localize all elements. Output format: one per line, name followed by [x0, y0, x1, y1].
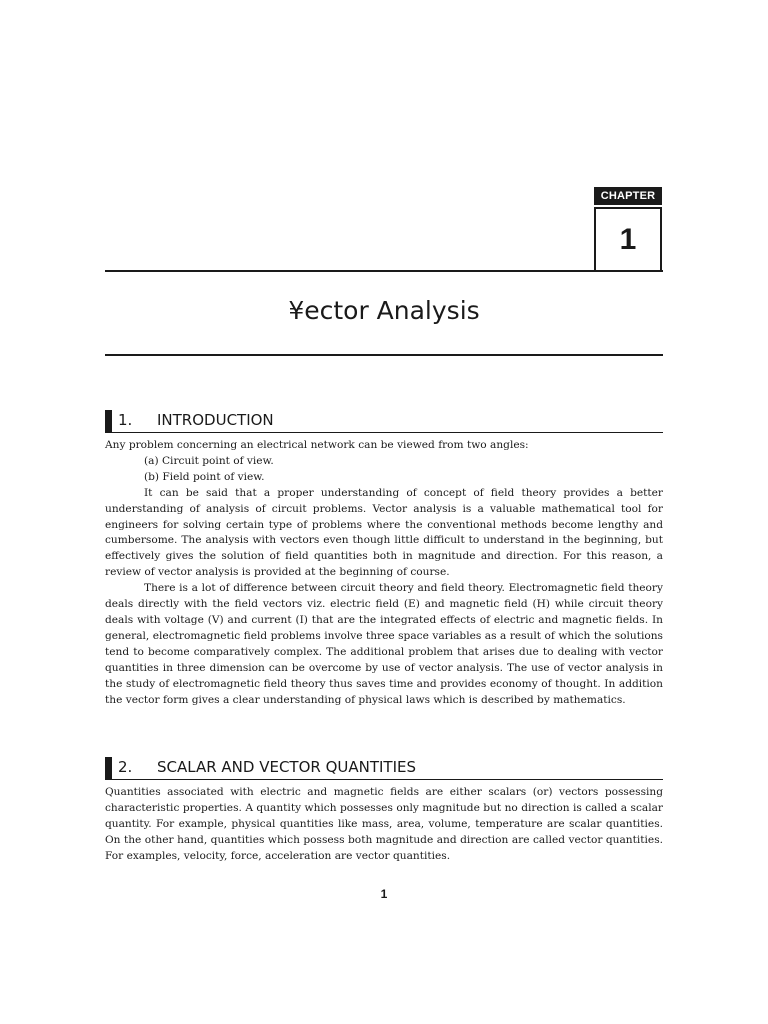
section-heading-introduction [105, 410, 663, 433]
section-number: 1. [118, 411, 133, 429]
section-body-introduction [105, 438, 663, 708]
section-title: INTRODUCTION [157, 411, 274, 429]
page-number: 1 [380, 887, 388, 901]
paragraph: There is a lot of difference between circuit theory and field theory. Electromagnetic field theory deals directly with the field vectors viz. electric field (E) and magnetic field (H) while circuit theory deals with voltage (V) and current (I) that are the integrated effects of electric and magnetic fields. In general, electromagnetic field problems involve three space variables as a result of which the solutions tend to become comparatively complex. The additional problem that arises due to dealing with vector quantities in three dimension can be overcome by use of vector analysis. The use of vector analysis in the study of electromagnetic field theory thus saves time and provides economy of thought. In addition the vector form gives a clear understanding of physical laws which is described by mathematics. [105, 582, 663, 706]
list-item: (a) Circuit point of view. [144, 454, 274, 467]
title-rule-top [105, 270, 663, 272]
section-heading-scalar-vector [105, 757, 663, 780]
chapter-number: 1 [594, 207, 662, 272]
section-number: 2. [118, 758, 133, 776]
section-marker [105, 410, 112, 432]
section-body-scalar-vector [105, 785, 663, 865]
paragraph: Any problem concerning an electrical network can be viewed from two angles: [105, 439, 529, 451]
section-marker [105, 757, 112, 779]
paragraph: It can be said that a proper understanding of concept of field theory provides a better understanding of analysis of circuit problems. Vector analysis is a valuable mathematical tool for engineers for solving certain type of problems where the conventional methods become lengthy and cumbersome. The analysis with vectors even though little difficult to understand in the beginning, but effectively gives the solution of field quantities both in magnitude and direction. For this reason, a review of vector analysis is provided at the beginning of course. [105, 486, 663, 579]
chapter-label: CHAPTER [594, 187, 662, 205]
list-item: (b) Field point of view. [144, 470, 265, 483]
title-rule-bottom [105, 354, 663, 356]
paragraph: Quantities associated with electric and magnetic fields are either scalars (or) vectors possessing characteristic properties. A quantity which possesses only magnitude but no direction is called a scalar quantity. For example, physical quantities like mass, area, volume, temperature are scalar quantities. On the other hand, quantities which possess both magnitude and direction are called vector quantities. For examples, velocity, force, acceleration are vector quantities. [105, 786, 663, 862]
page-title: ¥ector Analysis [288, 296, 480, 325]
section-title: SCALAR AND VECTOR QUANTITIES [157, 758, 417, 776]
